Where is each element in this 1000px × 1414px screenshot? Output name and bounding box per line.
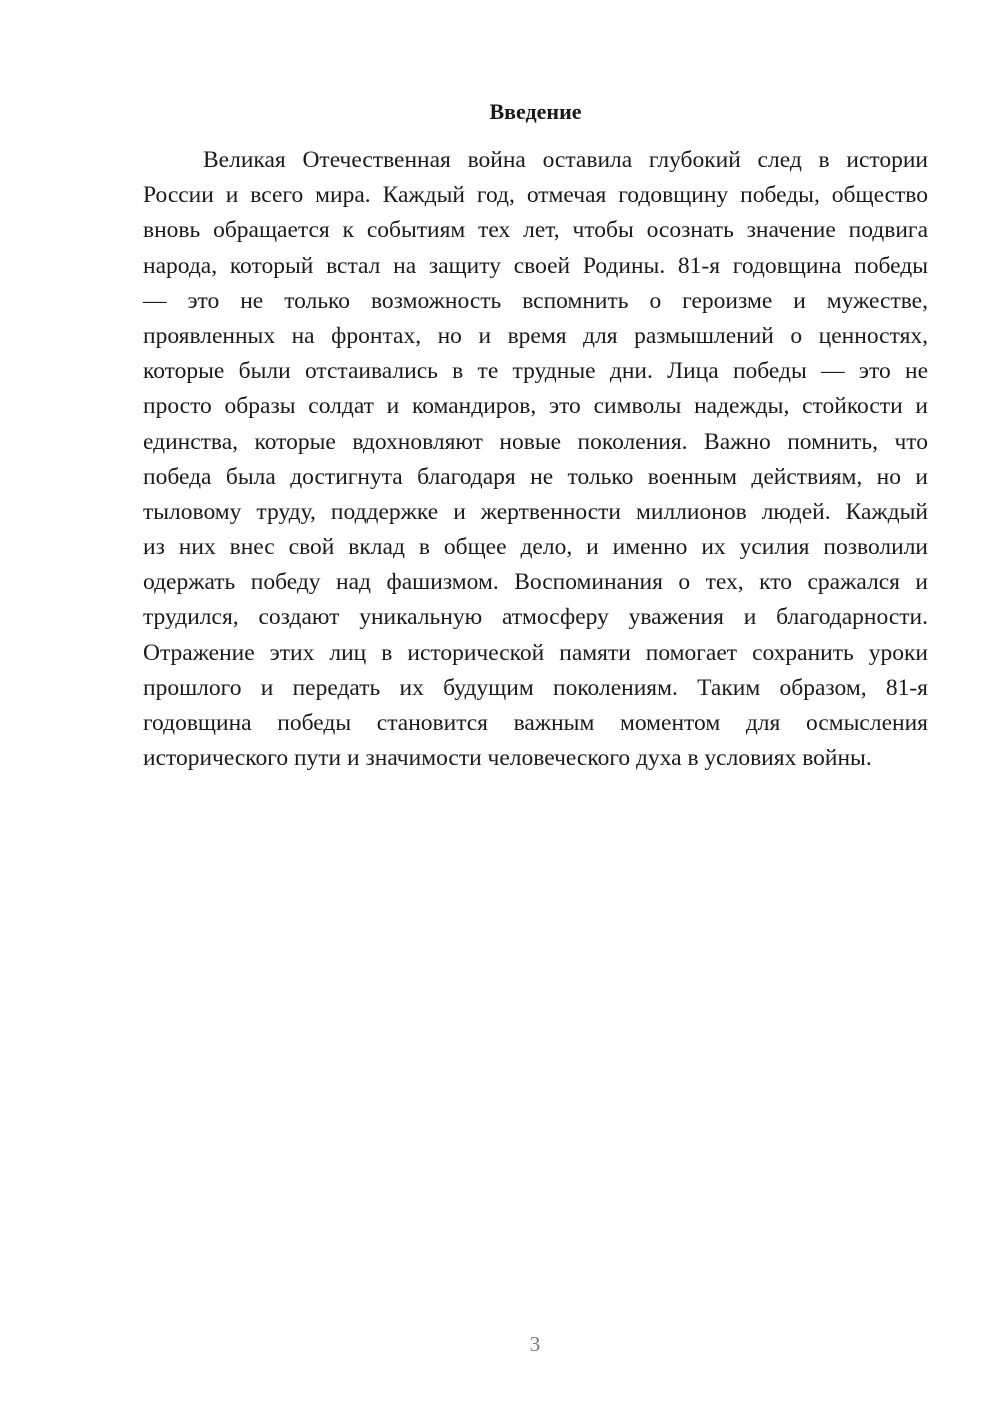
paragraph-line: которые были отстаивались в те трудные дни. Лица победы — это не: [143, 358, 928, 385]
paragraph-line: исторического пути и значимости человеческого духа в условиях войны.: [143, 745, 872, 772]
paragraph-line: единства, которые вдохновляют новые поколения. Важно помнить, что: [143, 428, 928, 455]
section-heading: Введение: [489, 99, 582, 124]
paragraph-line: из них внес свой вклад в общее дело, и именно их усилия позволили: [143, 534, 928, 561]
paragraph-line: — это не только возможность вспомнить о героизме и мужестве,: [143, 287, 928, 314]
introduction-paragraph: [143, 143, 928, 776]
paragraph-line: вновь обращается к событиям тех лет, чтобы осознать значение подвига: [143, 217, 928, 244]
paragraph-line: прошлого и передать их будущим поколениям. Таким образом, 81-я: [143, 674, 928, 701]
paragraph-line: тыловому труду, поддержке и жертвенности миллионов людей. Каждый: [143, 498, 928, 525]
paragraph-line: просто образы солдат и командиров, это символы надежды, стойкости и: [143, 393, 928, 420]
paragraph-line: России и всего мира. Каждый год, отмечая годовщину победы, общество: [143, 182, 928, 209]
paragraph-line: победа была достигнута благодаря не только военным действиям, но и: [143, 463, 928, 490]
paragraph-line: народа, который встал на защиту своей Родины. 81-я годовщина победы: [143, 252, 928, 279]
paragraph-line: проявленных на фронтах, но и время для размышлений о ценностях,: [143, 322, 928, 349]
page-number: 3: [529, 1332, 541, 1356]
paragraph-line: годовщина победы становится важным моментом для осмысления: [143, 710, 928, 736]
paragraph-line: одержать победу над фашизмом. Воспоминания о тех, кто сражался и: [143, 569, 928, 596]
paragraph-line: трудился, создают уникальную атмосферу уважения и благодарности.: [143, 604, 928, 631]
paragraph-line: Отражение этих лиц в исторической памяти помогает сохранить уроки: [143, 639, 928, 666]
paragraph-line: Великая Отечественная война оставила глубокий след в истории: [203, 147, 928, 173]
